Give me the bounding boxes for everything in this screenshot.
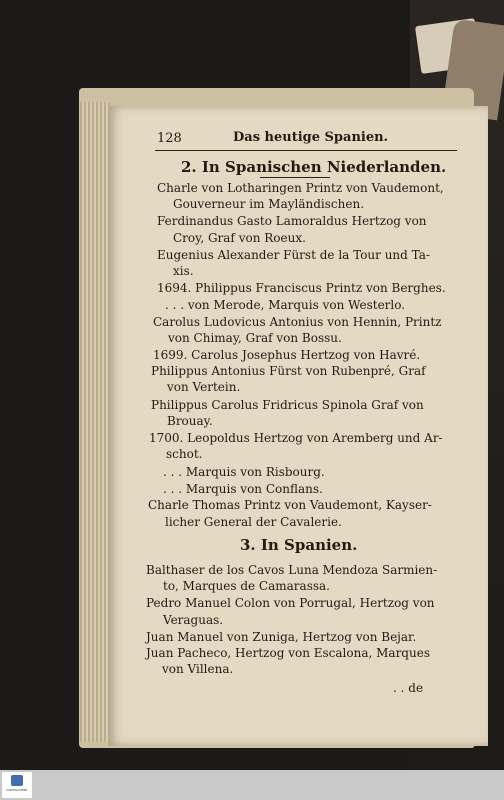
- library-logo-text: DIGITALISIERT: [6, 788, 28, 792]
- text-line: Gouverneur im Mayländischen.: [173, 197, 365, 211]
- page-edges: [80, 102, 110, 742]
- catchword: . . de: [393, 681, 424, 695]
- text-line: Juan Manuel von Zuniga, Hertzog von Bejar.: [146, 630, 417, 644]
- text-line: 1700. Leopoldus Hertzog von Aremberg und Ar-: [149, 431, 443, 445]
- library-logo-icon: [11, 775, 23, 786]
- running-title: Das heutige Spanien.: [233, 130, 389, 145]
- section-heading: 3. In Spanien.: [240, 536, 358, 554]
- text-line: schot.: [166, 447, 203, 461]
- header-rule: [155, 150, 457, 151]
- text-line: xis.: [173, 264, 194, 278]
- text-line: von Chimay, Graf von Bossu.: [168, 331, 342, 345]
- text-line: Charle Thomas Printz von Vaudemont, Kayser-: [148, 498, 432, 512]
- text-line: . . . von Merode, Marquis von Westerlo.: [165, 298, 406, 312]
- text-line: Juan Pacheco, Hertzog von Escalona, Marques: [146, 646, 430, 660]
- text-line: von Vertein.: [167, 380, 241, 394]
- library-logo[interactable]: [2, 772, 32, 798]
- text-line: Brouay.: [167, 414, 213, 428]
- text-line: Balthaser de los Cavos Luna Mendoza Sarmien-: [146, 563, 438, 577]
- section-heading: 2. In Spanischen Niederlanden.: [181, 158, 447, 176]
- text-line: Croy, Graf von Roeux.: [173, 231, 306, 245]
- text-line: 1699. Carolus Josephus Hertzog von Havré.: [153, 348, 421, 362]
- text-line: Veraguas.: [163, 613, 224, 627]
- text-line: Philippus Carolus Fridricus Spinola Graf von: [151, 398, 424, 412]
- text-line: . . . Marquis von Risbourg.: [163, 465, 325, 479]
- text-line: Charle von Lotharingen Printz von Vaudemont,: [157, 181, 444, 195]
- text-line: 1694. Philippus Franciscus Printz von Berghes.: [157, 281, 446, 295]
- text-line: Carolus Ludovicus Antonius von Hennin, Printz: [153, 315, 442, 329]
- section-rule: [260, 177, 330, 178]
- text-line: von Villena.: [162, 662, 234, 676]
- text-line: to, Marques de Camarassa.: [163, 579, 330, 593]
- viewer-footer-bar: [0, 770, 504, 800]
- text-line: Ferdinandus Gasto Lamoraldus Hertzog von: [157, 214, 427, 228]
- page-number: 128: [157, 131, 182, 146]
- text-line: Eugenius Alexander Fürst de la Tour und Ta-: [157, 248, 430, 262]
- text-line: Philippus Antonius Fürst von Rubenpré, Graf: [151, 364, 426, 378]
- text-line: . . . Marquis von Conflans.: [163, 482, 323, 496]
- text-line: licher General der Cavalerie.: [165, 515, 342, 529]
- text-line: Pedro Manuel Colon von Porrugal, Hertzog von: [146, 596, 435, 610]
